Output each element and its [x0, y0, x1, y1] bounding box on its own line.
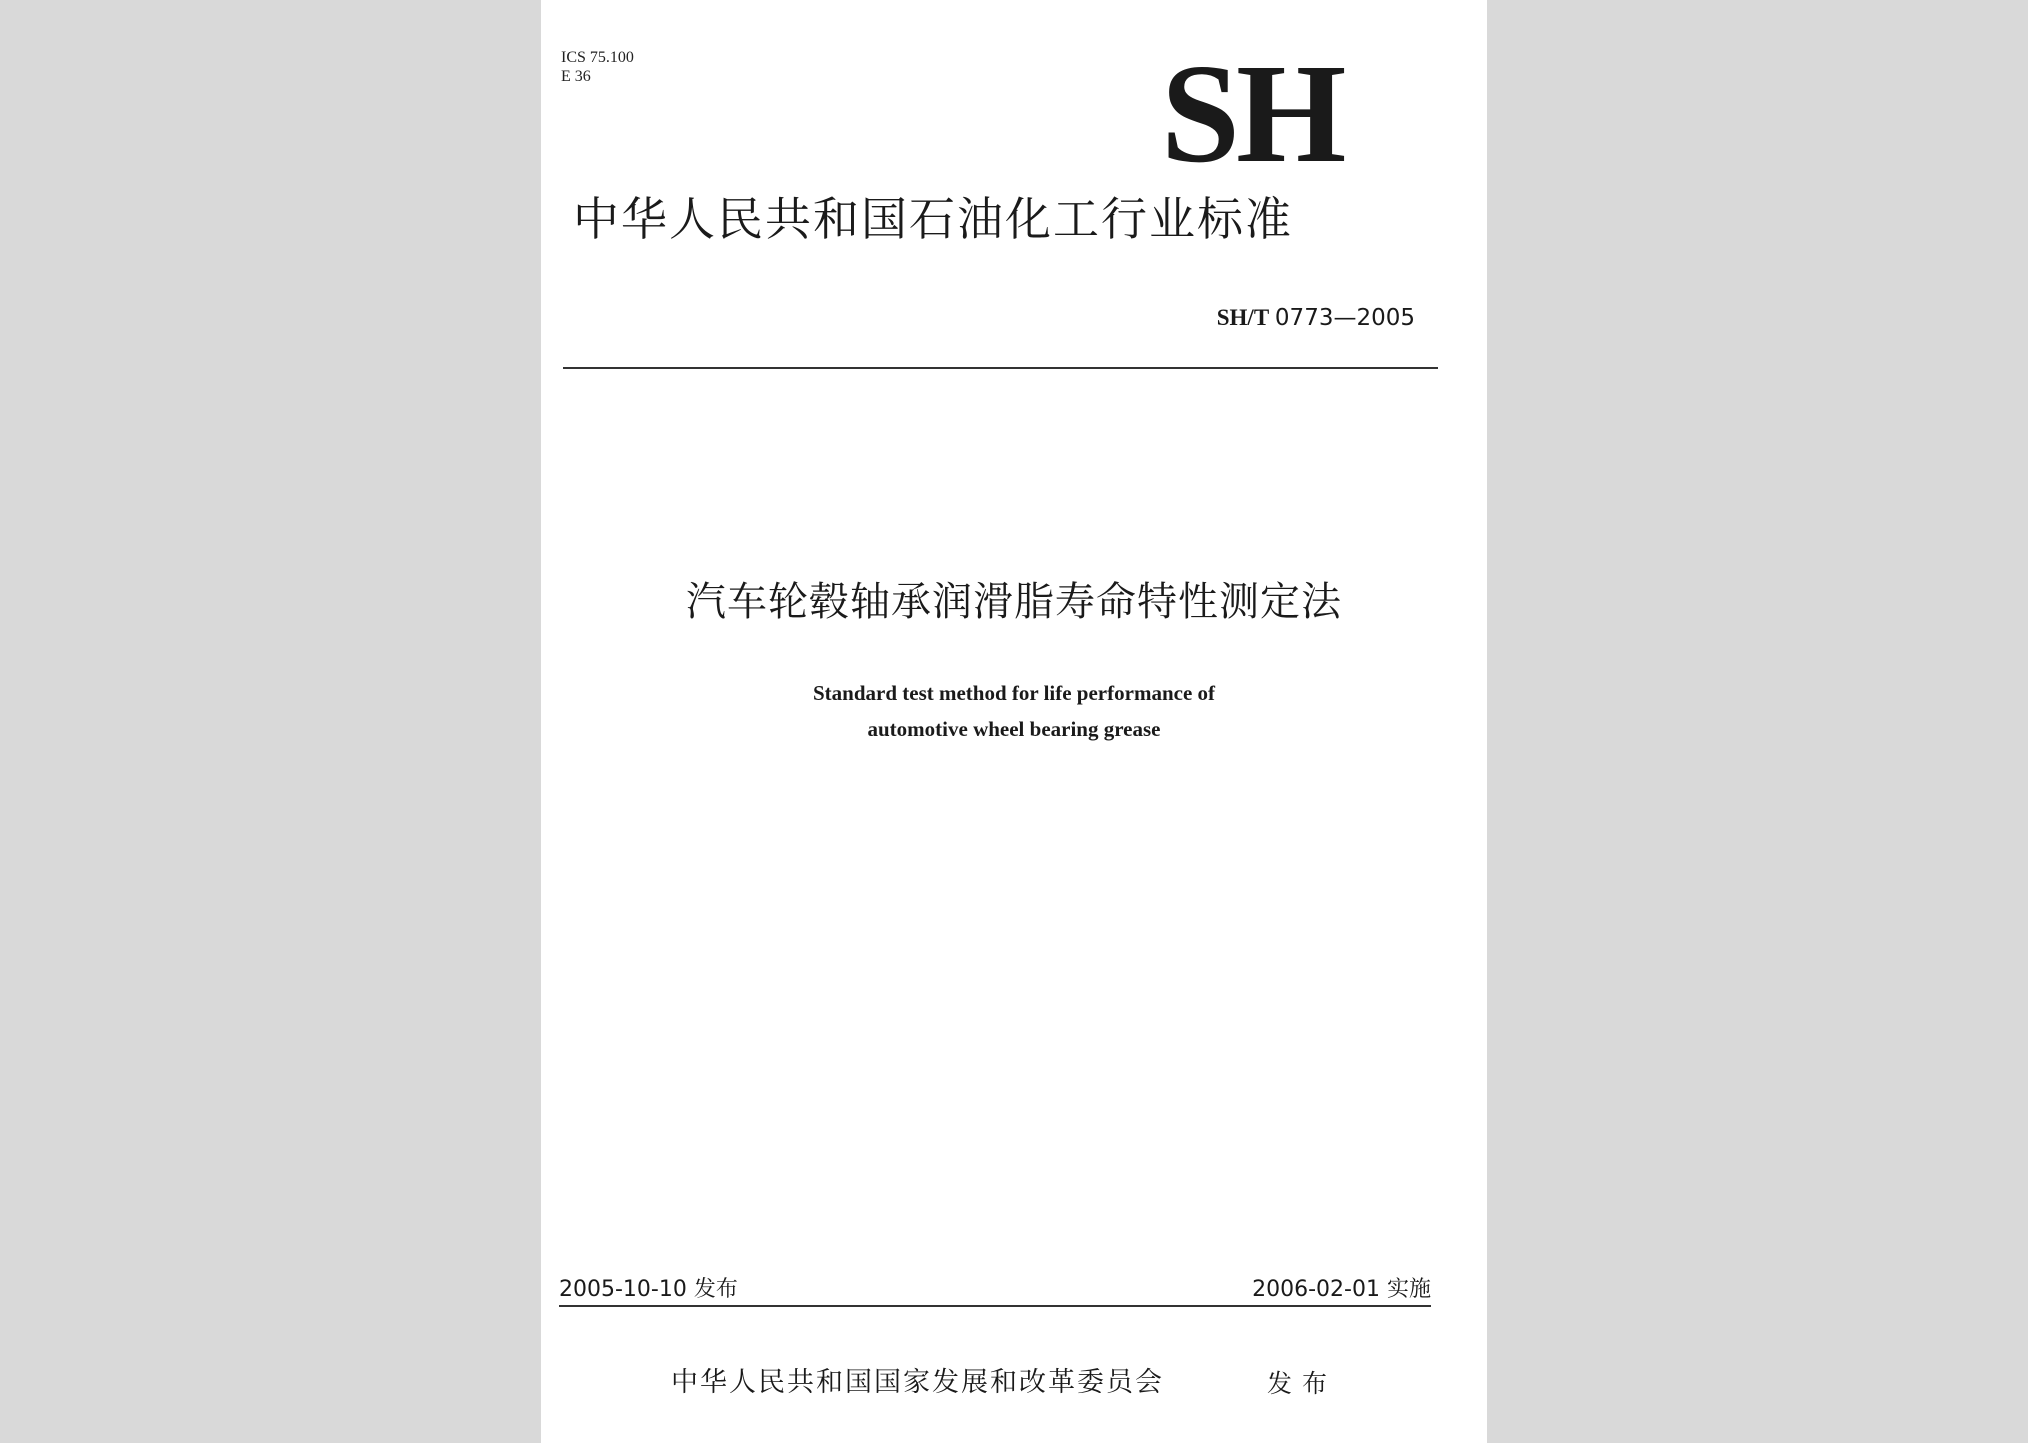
header-divider [563, 367, 1438, 369]
issue-date: 2005-10-10 [559, 1277, 687, 1302]
ics-code: ICS 75.100 [561, 49, 634, 66]
standard-code: 0773—2005 [1274, 305, 1415, 331]
implement-label: 实施 [1386, 1277, 1431, 1302]
chinese-title: 汽车轮毂轴承润滑脂寿命特性测定法 [686, 579, 1342, 625]
english-title [541, 675, 1487, 747]
publisher: 中华人民共和国国家发展和改革委员会 [671, 1367, 1164, 1398]
standard-prefix: SH/T [1216, 305, 1270, 330]
standard-number [1217, 305, 1415, 331]
publish-label: 发布 [1267, 1369, 1338, 1398]
org-title: 中华人民共和国石油化工行业标准 [573, 192, 1293, 246]
english-title-line1: Standard test method for life performance of [812, 681, 1216, 705]
footer-divider [559, 1305, 1431, 1307]
english-title-line2: automotive wheel bearing grease [867, 717, 1161, 741]
sh-logo: SH [1161, 34, 1343, 192]
issue-label: 发布 [693, 1277, 738, 1302]
document-page [541, 0, 1487, 1443]
implement-date: 2006-02-01 [1252, 1277, 1380, 1302]
ccs-code: E 36 [561, 68, 591, 85]
implement-date-block [1252, 1272, 1431, 1303]
issue-date-block [559, 1272, 738, 1303]
classification-codes [561, 48, 634, 86]
